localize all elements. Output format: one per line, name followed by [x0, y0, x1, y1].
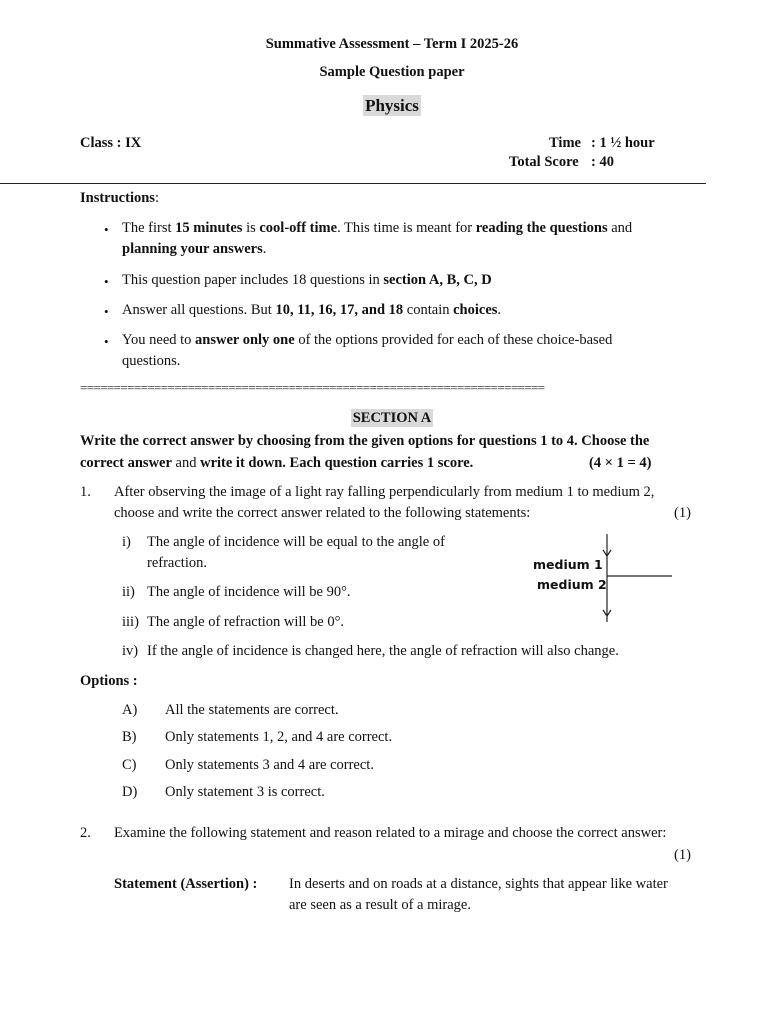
instruction-2	[122, 272, 492, 289]
instruction-text: The first	[122, 220, 176, 236]
question-1-marks: (1)	[674, 505, 691, 521]
instructions-heading	[80, 190, 159, 207]
class-label: Class : IX	[80, 135, 142, 151]
instruction-bold: section A, B, C, D	[383, 272, 492, 288]
statement-text: The angle of incidence will be equal to the angle of	[147, 534, 445, 550]
question-2-number: 2.	[80, 825, 91, 841]
exam-subtitle: Sample Question paper	[319, 64, 465, 80]
instruction-text: . This time is meant for	[337, 220, 476, 236]
bullet-icon: •	[104, 222, 109, 237]
question-2-line1: Examine the following statement and reason related to a mirage and choose the correct answer:	[114, 825, 667, 841]
section-a-heading: SECTION A	[352, 410, 432, 426]
statement-number: iv)	[122, 643, 139, 659]
statement-text: If the angle of incidence is changed here, the angle of refraction will also change.	[147, 643, 619, 659]
option-text: All the statements are correct.	[165, 702, 339, 718]
total-score-label: Total Score	[509, 154, 579, 170]
diagram-label-medium-2: medium 2	[537, 577, 607, 592]
option-text: Only statement 3 is correct.	[165, 784, 325, 800]
subject-name: Physics	[365, 96, 419, 115]
separator-line: =====================================================================	[80, 380, 545, 395]
option-letter: D)	[122, 784, 138, 800]
time-label: Time	[549, 135, 581, 151]
options-heading: Options :	[80, 673, 138, 689]
statement-number: ii)	[122, 584, 135, 600]
instruction-bold: correct answer	[80, 455, 172, 471]
question-1-line1: After observing the image of a light ray falling perpendicularly from medium 1 to medium 2,	[114, 484, 655, 500]
instruction-text: You need to	[122, 332, 196, 348]
header-divider	[0, 183, 706, 184]
total-score-value: : 40	[591, 154, 614, 170]
instruction-bold: write it down	[200, 455, 283, 471]
bullet-icon: •	[104, 334, 109, 349]
instruction-bold: planning your answers	[122, 241, 263, 257]
assertion-label: Statement (Assertion) :	[114, 876, 258, 892]
statement-number: iii)	[122, 614, 139, 630]
statement-text: The angle of refraction will be 0°.	[147, 614, 345, 630]
section-a-title	[0, 410, 768, 427]
instruction-text: Answer all questions. But	[122, 302, 276, 318]
exam-title: Summative Assessment – Term I 2025-26	[265, 36, 519, 52]
option-letter: A)	[122, 702, 138, 718]
instruction-bold: 10, 11, 16, 17, and 18	[275, 302, 404, 318]
instruction-text: and	[607, 220, 633, 236]
instruction-text: and	[171, 455, 201, 471]
option-text: Only statements 1, 2, and 4 are correct.	[165, 729, 393, 745]
instruction-text: .	[262, 241, 267, 257]
instruction-text: is	[242, 220, 260, 236]
instruction-1-line1	[122, 220, 632, 237]
section-a-instruction-line2	[80, 455, 473, 472]
instruction-text: of the options provided for each of these choice-based	[294, 332, 613, 348]
instructions-colon: :	[154, 190, 159, 206]
instructions-heading-text: Instructions	[80, 190, 155, 206]
assertion-line2: are seen as a result of a mirage.	[289, 897, 471, 913]
section-a-score: (4 × 1 = 4)	[589, 455, 652, 471]
instruction-bold: reading the questions	[475, 220, 608, 236]
assertion-line1: In deserts and on roads at a distance, sights that appear like water	[289, 876, 668, 892]
question-2-marks: (1)	[674, 847, 691, 863]
statement-number: i)	[122, 534, 131, 550]
subject-title	[0, 96, 768, 116]
instruction-text: .	[497, 302, 502, 318]
instruction-bold: 15 minutes	[175, 220, 243, 236]
instruction-4-line2: questions.	[122, 353, 181, 369]
diagram-label-medium-1: medium 1	[533, 557, 603, 572]
option-letter: B)	[122, 729, 137, 745]
instruction-bold: choices	[453, 302, 498, 318]
bullet-icon: •	[104, 274, 109, 289]
question-1-number: 1.	[80, 484, 91, 500]
instruction-4-line1	[122, 332, 612, 349]
instruction-text: This question paper includes 18 questions in	[122, 272, 384, 288]
option-letter: C)	[122, 757, 137, 773]
instruction-bold: . Each question carries 1 score.	[282, 455, 474, 471]
statement-text: The angle of incidence will be 90°.	[147, 584, 351, 600]
instruction-3	[122, 302, 501, 319]
instruction-text: contain	[403, 302, 454, 318]
light-ray-diagram	[596, 532, 676, 626]
bullet-icon: •	[104, 304, 109, 319]
instruction-bold: cool-off time	[259, 220, 338, 236]
option-text: Only statements 3 and 4 are correct.	[165, 757, 374, 773]
instruction-bold: answer only one	[195, 332, 295, 348]
question-1-line2: choose and write the correct answer related to the following statements:	[114, 505, 531, 521]
instruction-1-line2	[122, 241, 266, 258]
statement-text: refraction.	[147, 555, 207, 571]
time-value: : 1 ½ hour	[591, 135, 655, 151]
section-a-instruction-line1: Write the correct answer by choosing from the given options for questions 1 to 4. Choose the	[80, 433, 650, 449]
